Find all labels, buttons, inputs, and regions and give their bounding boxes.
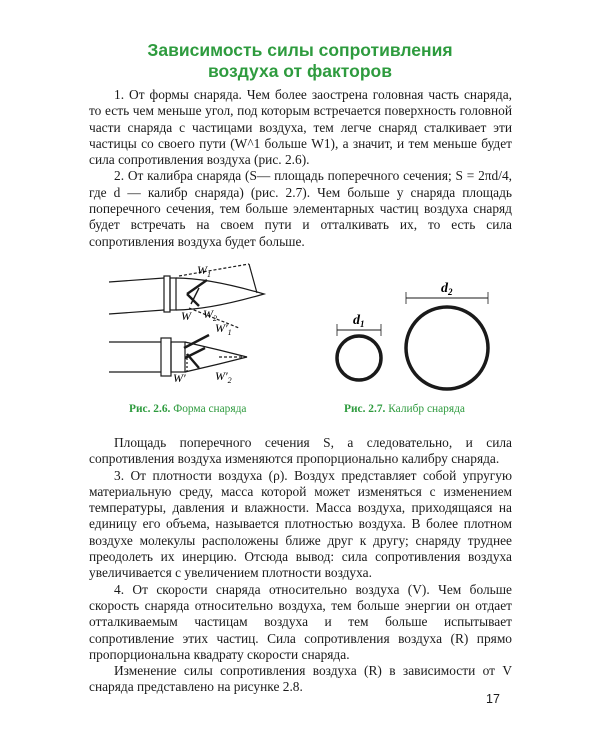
figures-row	[89, 258, 512, 428]
paragraph-figure-reference: Изменение силы сопротивления воздуха (R) в зависимости от V снаряда представлено на рисунке 2.8.	[89, 663, 512, 695]
figure-2-6-caption-text: Форма снаряда	[173, 403, 247, 415]
section-title	[100, 40, 500, 82]
paragraph-density: 3. От плотности воздуха (ρ). Воздух представляет собой упругую материальную среду, масса которой может изменяться с изменением температуры, давления и влажности. Масса воздуха, приходящаяся на единицу его объема, называется плотностью воздуха. В более плотном воздухе молекулы расположены ближе друг к другу; снаряду труднее преодолеть их инерцию. Отсюда вывод: сила сопротивления воздуха увеличивается с увеличением плотности воздуха.	[89, 467, 512, 581]
paragraph-shape: 1. От формы снаряда. Чем более заострена головная часть снаряда, то есть чем меньше угол, под которым встречается поверхность головной части снаряда с частицами воздуха, тем легче снаряд сталкивает эти частицы со своего пути (W^1 больше W1), а значит, и тем меньше будет сила сопротивления воздуха (рис. 2.6).	[89, 87, 512, 168]
label-w2-top: $W_2$	[203, 307, 217, 323]
figure-2-6-caption-number: Рис. 2.6.	[129, 403, 171, 415]
small-caliber-circle	[337, 336, 381, 380]
label-w1-top: $W_1$	[197, 263, 211, 279]
label-w-bottom: W′	[173, 371, 186, 385]
figure-2-7-caption-number: Рис. 2.7.	[344, 403, 386, 415]
paragraph-caliber: 2. От калибра снаряда (S— площадь поперечного сечения; S = 2πd/4, где d — калибр снаряда) (рис. 2.7). Чем больше у снаряда площадь поперечного сечения, тем больше элементарных частиц воздуха снаряд будет встречать на своем пути и отталкивать их, то есть сила сопротивления воздуха будет больше.	[89, 168, 512, 249]
label-d2: $d_2$	[441, 281, 453, 297]
figure-2-7-caliber	[329, 268, 512, 398]
label-w1-bottom: $W'_1$	[215, 321, 232, 337]
blunt-projectile-diagram	[109, 335, 249, 376]
paragraph-velocity: 4. От скорости снаряда относительно воздуха (V). Чем больше скорость снаряда относительно воздуха, тем больше энергии он отдает отталкиваемым частицам воздуха и тем больше испытывает сопротивление этих частиц. Сила сопротивления воздуха (R) прямо пропорциональна квадрату скорости снаряда.	[89, 581, 512, 662]
label-d1: $d_1$	[353, 313, 365, 329]
figure-2-7-caption	[344, 403, 465, 415]
section-title-line-1: Зависимость силы сопротивления	[147, 40, 453, 60]
figure-2-6-projectile-shape	[89, 258, 299, 393]
paragraph-cross-section: Площадь поперечного сечения S, а следовательно, и сила сопротивления воздуха изменяются пропорционально калибру снаряда.	[89, 435, 512, 467]
label-w-top: W	[181, 309, 191, 323]
label-w2-bottom: $W'_2$	[215, 369, 232, 385]
top-text-block	[89, 87, 512, 250]
bottom-text-block	[89, 435, 512, 696]
large-caliber-circle	[406, 307, 488, 389]
section-title-line-2: воздуха от факторов	[208, 61, 392, 81]
figure-2-6-caption	[129, 403, 246, 415]
page-number: 17	[486, 692, 500, 706]
figure-2-7-caption-text: Калибр снаряда	[388, 403, 465, 415]
